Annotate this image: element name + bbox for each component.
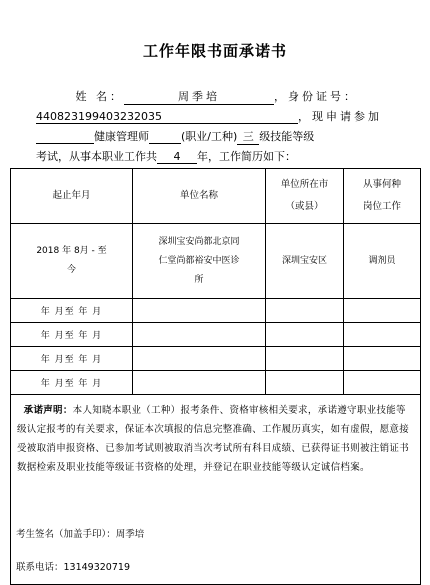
page-title: 工作年限书面承诺书 — [142, 42, 287, 60]
header-unit: 单位名称 — [133, 169, 266, 224]
exam-text: 考试，从事本职业工作共 — [36, 150, 157, 163]
table-row — [11, 323, 421, 347]
table-row — [11, 299, 421, 323]
occupation: 健康管理师 — [94, 130, 149, 143]
table-row — [11, 224, 421, 299]
declaration-text: 本人知晓本职业（工种）报考条件、资格审核相关要求，承诺遵守职业技能等级认定报考的有关要求，保证本次填报的信息完整准确、工作履历真实，如有虚假，愿意接受被取消申报资格、已参加考试则被取消当次考试所有科目成绩、已获得证书则被注销证书数据检索及职业技能等级证书资格的处理，并登记在职业技能等级认定诚信档案。 — [17, 405, 410, 473]
table-header-row — [11, 169, 421, 224]
table-row — [11, 347, 421, 371]
cell-period: 年 月至 年 月 — [11, 323, 133, 347]
signature-line: 考生签名（加盖手印）：周季培 — [16, 529, 145, 540]
intro-line-2 — [36, 108, 406, 124]
declaration-label: 承诺声明： — [23, 405, 73, 416]
cell-unit: 深圳宝安尚都北京同 仁堂尚都裕安中医诊 所 — [133, 224, 266, 299]
cell-period: 2018 年 8月 - 至 今 — [11, 224, 133, 299]
cell-location: 深圳宝安区 — [266, 224, 344, 299]
intro-line-3 — [36, 128, 406, 145]
work-history-table — [10, 168, 421, 585]
apply-text: ，现申请参加 — [298, 110, 382, 123]
intro-line-4 — [36, 148, 406, 164]
occupation-type: (职业/工种) — [181, 130, 238, 143]
header-position: 从事何种 岗位工作 — [344, 169, 421, 224]
header-location: 单位所在市 （或县） — [266, 169, 344, 224]
years-value: 4 — [157, 150, 197, 164]
level-text: 级技能等级 — [259, 130, 315, 143]
level-value: 三 — [237, 128, 259, 145]
name-value: 周季培 — [124, 88, 274, 105]
phone-line: 联系电话：13149320719 — [16, 562, 130, 573]
declaration-cell — [11, 395, 421, 585]
cell-position: 调剂员 — [344, 224, 421, 299]
id-label: ，身份证号： — [274, 90, 358, 103]
header-period: 起止年月 — [11, 169, 133, 224]
table-row — [11, 371, 421, 395]
name-label: 姓 名： — [75, 90, 124, 103]
cell-period: 年 月至 年 月 — [11, 299, 133, 323]
declaration-row — [11, 395, 421, 585]
years-text: 年，工作简历如下： — [197, 150, 296, 163]
cell-period: 年 月至 年 月 — [11, 371, 133, 395]
intro-line-1 — [36, 88, 406, 105]
cell-period: 年 月至 年 月 — [11, 347, 133, 371]
id-value: 440823199403232035 — [36, 110, 298, 124]
